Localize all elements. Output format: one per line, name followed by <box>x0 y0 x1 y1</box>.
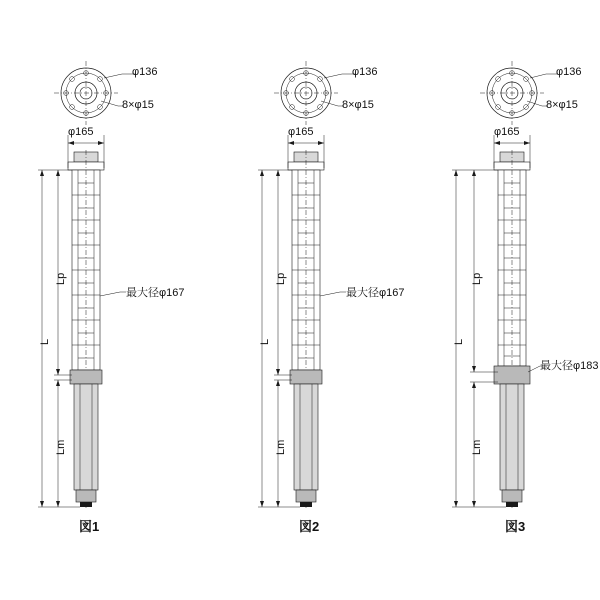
dimension-Lp-3 <box>470 170 498 372</box>
dimension-label-Lm-3: Lm <box>471 439 483 455</box>
max-diameter-leader-2 <box>320 292 346 296</box>
figure-caption-1: 図1 <box>79 519 100 534</box>
bolt-note-label-2: 8×φ15 <box>342 99 374 111</box>
figure-1-drawing <box>0 0 200 600</box>
figure-2-drawing <box>200 0 400 600</box>
flange-diameter-label-1: φ136 <box>132 66 158 78</box>
max-diameter-label-3: 最大径φ183 <box>540 360 599 372</box>
figure-3-drawing <box>400 0 600 600</box>
figure-2 <box>200 0 405 600</box>
bolt-note-label-1: 8×φ15 <box>122 99 154 111</box>
pump-body-2 <box>288 150 324 510</box>
body-width-label-1: φ165 <box>68 126 94 138</box>
flange-top-view-3 <box>480 61 558 125</box>
dimension-label-L-2: L <box>259 338 271 345</box>
dimension-label-Lp-3: Lp <box>471 272 483 285</box>
pump-body-3 <box>494 150 530 510</box>
max-diameter-label-1: 最大径φ167 <box>126 287 185 299</box>
dimension-label-Lp-2: Lp <box>275 272 287 285</box>
body-width-label-2: φ165 <box>288 126 314 138</box>
dimension-label-Lm-2: Lm <box>275 439 287 455</box>
figure-caption-2: 図2 <box>299 519 320 534</box>
flange-top-view-1 <box>54 61 136 125</box>
bolt-note-label-3: 8×φ15 <box>546 99 578 111</box>
dimension-label-Lp-1: Lp <box>55 272 67 285</box>
figure-caption-3: 図3 <box>505 519 526 534</box>
dimension-label-L-3: L <box>453 338 465 345</box>
flange-diameter-label-3: φ136 <box>556 66 582 78</box>
flange-diameter-label-2: φ136 <box>352 66 378 78</box>
max-diameter-leader-1 <box>100 292 126 296</box>
max-diameter-label-2: 最大径φ167 <box>346 287 405 299</box>
figure-1 <box>0 0 200 600</box>
body-width-label-3: φ165 <box>494 126 520 138</box>
flange-top-view-2 <box>274 61 356 125</box>
figure-3 <box>400 0 600 600</box>
pump-body-1 <box>68 150 104 510</box>
dimension-label-L-1: L <box>39 338 51 345</box>
dimension-label-Lm-1: Lm <box>55 439 67 455</box>
